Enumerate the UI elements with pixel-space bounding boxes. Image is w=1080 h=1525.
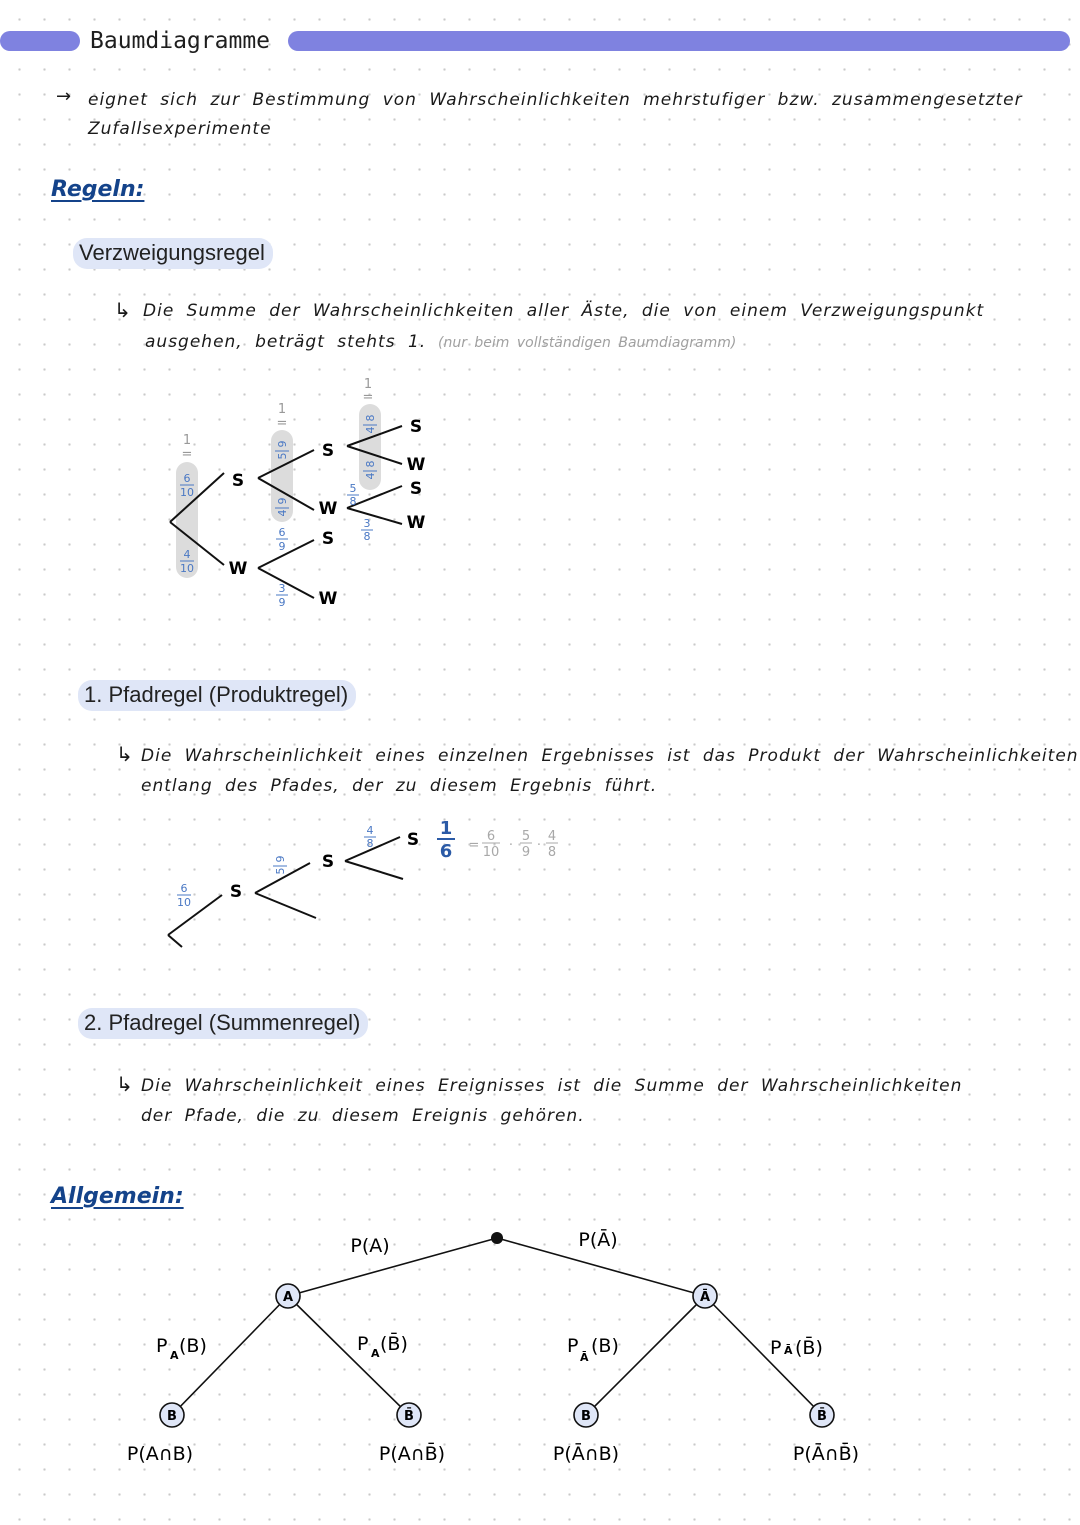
- svg-text:8: 8: [349, 495, 357, 508]
- pfad1-product: [469, 829, 558, 860]
- pfad1-fraction-1: [177, 882, 191, 909]
- edge-label-pa-b: [156, 1335, 207, 1362]
- verzweigungsregel-title: Verzweigungsregel: [73, 238, 273, 269]
- svg-text:9: 9: [278, 540, 286, 553]
- svg-text:·: ·: [508, 838, 514, 853]
- pfadregel-2-title: 2. Pfadregel (Summenregel): [78, 1008, 368, 1039]
- svg-text:9: 9: [278, 596, 286, 609]
- svg-text:10: 10: [180, 562, 194, 575]
- svg-text:9: 9: [276, 440, 289, 448]
- pfad1-branches: [168, 837, 403, 947]
- svg-text:8: 8: [364, 414, 377, 422]
- title-bar-right-decoration: [288, 31, 1070, 51]
- node-w1: W: [228, 559, 248, 579]
- intro-arrow-icon: →: [56, 86, 73, 107]
- svg-text:9: 9: [521, 845, 531, 860]
- pfad1-node-s2: S: [321, 852, 335, 872]
- svg-text:B: B: [167, 1409, 177, 1424]
- svg-text:5: 5: [276, 452, 289, 460]
- intro-line-1: eignet sich zur Bestimmung von Wahrscheinlichkeiten mehrstufiger bzw. zusammengesetzter: [88, 90, 1023, 110]
- intro-line-2: Zufallsexperimente: [88, 119, 272, 139]
- result-p-a-bar-and-b-bar: P(Ā∩B̄): [792, 1443, 860, 1465]
- node-b-2: [574, 1403, 598, 1427]
- pfadregel-1-title: 1. Pfadregel (Produktregel): [78, 680, 356, 711]
- svg-text:6: 6: [486, 829, 496, 844]
- svg-text:5: 5: [274, 867, 287, 875]
- node-s3: S: [321, 529, 335, 549]
- edge-label-p-a-bar: P(Ā): [578, 1229, 618, 1251]
- result-p-a-and-b-bar: P(A∩B̄): [378, 1443, 446, 1465]
- allgemein-branches: [172, 1238, 822, 1415]
- svg-text:3: 3: [278, 582, 286, 595]
- leaf-w-1: W: [406, 455, 426, 475]
- title-bar-left-decoration: [0, 31, 80, 51]
- svg-text:4: 4: [276, 509, 289, 517]
- svg-text:4: 4: [547, 829, 557, 844]
- svg-text:6: 6: [180, 882, 188, 895]
- node-a-bar: [693, 1284, 717, 1308]
- verzweigung-arrow-icon: ↳: [114, 298, 132, 322]
- pfad1-node-s1: S: [229, 882, 243, 902]
- svg-text:8: 8: [366, 837, 374, 850]
- node-b-bar-1: [397, 1403, 421, 1427]
- node-s1: S: [231, 471, 245, 491]
- svg-text:10: 10: [177, 896, 191, 909]
- pfad1-fraction-3: [364, 824, 376, 850]
- pfad1-result-fraction: [437, 818, 455, 862]
- sum-one-s2: 1: [363, 377, 373, 392]
- node-b-bar-2: [810, 1403, 834, 1427]
- leaf-s-2: S: [409, 479, 423, 499]
- verzweigung-line-1: Die Summe der Wahrscheinlichkeiten aller Äste, die von einem Verzweigungspunkt: [143, 301, 985, 321]
- svg-text:P: P: [156, 1335, 168, 1357]
- page-title: Baumdiagramme: [90, 28, 271, 54]
- svg-text:Ā: Ā: [699, 1290, 711, 1305]
- edge-label-pa-b-bar: [357, 1331, 408, 1360]
- svg-text:9: 9: [274, 855, 287, 863]
- svg-text:(B): (B): [179, 1335, 207, 1357]
- svg-text:B̄: B̄: [817, 1409, 827, 1424]
- fraction-w2-bottom: [361, 517, 373, 543]
- leaf-w-2: W: [406, 513, 426, 533]
- edge-label-p-a: P(A): [350, 1235, 390, 1257]
- node-a: [276, 1284, 300, 1308]
- svg-text:B̄: B̄: [404, 1409, 414, 1424]
- svg-text:8: 8: [547, 845, 557, 860]
- svg-text:8: 8: [364, 460, 377, 468]
- edge-label-pa-bar-b-bar: [770, 1335, 823, 1359]
- sum-one-s1: 1: [277, 402, 287, 417]
- fraction-w1-top: [276, 526, 288, 553]
- allgemein-heading: Allgemein:: [51, 1184, 184, 1209]
- svg-text:10: 10: [180, 486, 194, 499]
- svg-text:6: 6: [439, 841, 453, 862]
- svg-text:Ā: Ā: [784, 1344, 793, 1357]
- svg-text:A: A: [282, 1290, 294, 1305]
- svg-text:P: P: [357, 1333, 369, 1355]
- pfad2-line-1: Die Wahrscheinlichkeit eines Ereignisses ist die Summe der Wahrscheinlichkeiten: [141, 1076, 963, 1096]
- pfad1-tree-diagram: [0, 815, 600, 960]
- result-p-a-bar-and-b: P(Ā∩B): [552, 1443, 620, 1465]
- svg-text:8: 8: [363, 530, 371, 543]
- pfad1-arrow-icon: ↳: [116, 742, 134, 766]
- pfad2-line-2: der Pfade, die zu diesem Ereignis gehören.: [141, 1106, 585, 1126]
- svg-text:A: A: [170, 1349, 179, 1362]
- svg-text:6: 6: [183, 472, 191, 485]
- svg-text:·: ·: [536, 838, 542, 853]
- node-w2: W: [318, 499, 338, 519]
- root-dot: [491, 1232, 503, 1244]
- verzweigung-tree-diagram: [0, 370, 520, 620]
- node-b-1: [160, 1403, 184, 1427]
- sum-eq-root: =: [181, 447, 193, 462]
- svg-text:4: 4: [364, 426, 377, 434]
- fraction-w1-bottom: [276, 582, 288, 609]
- sum-one-root: 1: [182, 433, 192, 448]
- verzweigung-note: (nur beim vollständigen Baumdiagramm): [438, 335, 737, 351]
- svg-text:4: 4: [183, 548, 191, 561]
- svg-text:A: A: [371, 1347, 380, 1360]
- sum-eq-s1: =: [276, 416, 288, 431]
- verzweigung-line-2: ausgehen, beträgt stehts 1.: [145, 332, 427, 352]
- svg-text:Ā: Ā: [580, 1351, 589, 1364]
- node-w3: W: [318, 589, 338, 609]
- sum-eq-s2: =: [362, 390, 374, 405]
- pfad1-fraction-2: [273, 856, 287, 875]
- svg-text:5: 5: [349, 482, 357, 495]
- pfad2-arrow-icon: ↳: [116, 1072, 134, 1096]
- svg-text:9: 9: [276, 497, 289, 505]
- pfad1-line-1: Die Wahrscheinlichkeit eines einzelnen Ergebnisses ist das Produkt der Wahrscheinlichkeiten: [141, 746, 1079, 766]
- svg-text:6: 6: [278, 526, 286, 539]
- regeln-heading: Regeln:: [51, 177, 145, 202]
- edge-label-pa-bar-b: [567, 1335, 619, 1364]
- allgemein-tree-diagram: [0, 1220, 1080, 1500]
- svg-text:4: 4: [366, 824, 374, 837]
- svg-text:3: 3: [363, 517, 371, 530]
- svg-text:(B̄): (B̄): [795, 1337, 823, 1359]
- svg-text:(B): (B): [591, 1335, 619, 1357]
- svg-text:5: 5: [521, 829, 531, 844]
- pfad1-fractions: [177, 824, 376, 909]
- node-s2: S: [321, 441, 335, 461]
- svg-text:(B̄): (B̄): [380, 1333, 408, 1355]
- svg-text:B: B: [581, 1409, 591, 1424]
- svg-text:1: 1: [439, 818, 453, 839]
- result-p-a-and-b: P(A∩B): [126, 1443, 194, 1465]
- svg-text:4: 4: [364, 472, 377, 480]
- svg-text:P: P: [567, 1335, 579, 1357]
- pfad1-node-s3: S: [406, 830, 420, 850]
- leaf-s-1: S: [409, 417, 423, 437]
- svg-text:10: 10: [482, 845, 500, 860]
- pfad1-line-2: entlang des Pfades, der zu diesem Ergebnis führt.: [141, 776, 658, 796]
- svg-text:=: =: [468, 838, 480, 853]
- svg-text:P: P: [770, 1337, 782, 1359]
